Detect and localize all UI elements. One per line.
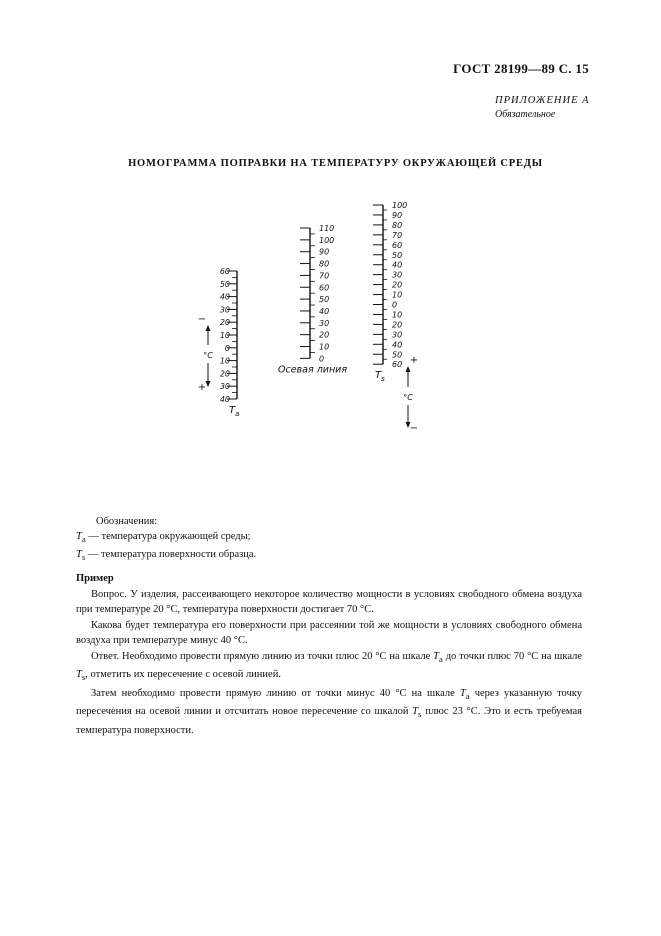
page-title: НОМОГРАММА ПОПРАВКИ НА ТЕМПЕРАТУРУ ОКРУЖАЮЩЕЙ СРЕДЫ bbox=[128, 158, 543, 169]
axis-tick-label: 70 bbox=[319, 271, 330, 281]
Ts-tick-label: 20 bbox=[392, 320, 403, 330]
axis-label: Осевая линия bbox=[278, 364, 348, 376]
Ta-scale-label: $T_a$ bbox=[229, 405, 240, 418]
document-header: ГОСТ 28199—89 С. 15 bbox=[453, 61, 589, 76]
scale-ts bbox=[373, 201, 418, 434]
Ta-arrowhead-down bbox=[206, 381, 211, 387]
axis-tick-label: 30 bbox=[319, 318, 330, 328]
appendix-label: ПРИЛОЖЕНИЕ А bbox=[495, 95, 590, 106]
legend-heading: Обозначения: bbox=[96, 516, 158, 527]
Ts-tick-label: 0 bbox=[392, 300, 398, 310]
Ts-arrowhead-up bbox=[406, 366, 411, 372]
legend-item-ts: $T_s$ — температура поверхности образца. bbox=[76, 549, 257, 563]
axis-tick-label: 0 bbox=[319, 354, 325, 364]
scale-ta bbox=[198, 267, 240, 418]
Ts-tick-label: 60 bbox=[392, 360, 403, 370]
Ta-tick-label: 40 bbox=[219, 292, 230, 302]
example-question-cont: Какова будет температура его поверхности при рассеянии той же мощности в условиях свободного обмена воздуха при температуре минус 40 °С. bbox=[76, 619, 582, 646]
Ts-sign-bottom: − bbox=[409, 423, 419, 434]
Ts-tick-label: 50 bbox=[392, 350, 403, 360]
axis-tick-label: 50 bbox=[319, 295, 330, 305]
axis-tick-label: 60 bbox=[319, 283, 330, 293]
Ts-tick-label: 100 bbox=[392, 201, 408, 210]
Ts-tick-label: 90 bbox=[392, 210, 403, 220]
example-answer: Ответ. Необходимо провести прямую линию из точки плюс 20 °С на шкале $T_a$ до точки плюс 70 °С на шкале $T_s$, отметить их пересечение с осевой линией. bbox=[76, 650, 582, 683]
Ts-sign-top: + bbox=[409, 355, 419, 366]
Ta-unit: °C bbox=[203, 351, 213, 360]
Ts-tick-label: 30 bbox=[392, 330, 403, 340]
axis-tick-label: 100 bbox=[319, 235, 335, 245]
legend bbox=[76, 514, 256, 565]
axis-tick-label: 90 bbox=[319, 247, 330, 257]
Ts-tick-label: 20 bbox=[392, 280, 403, 290]
Ta-arrowhead-up bbox=[206, 325, 211, 331]
example-question: Вопрос. У изделия, рассеивающего некоторое количество мощности в условиях свободного обмена воздуха при температуре 20 °С, температура поверхности достигает 70 °С. bbox=[76, 588, 582, 615]
axis-tick-label: 20 bbox=[319, 330, 330, 340]
Ts-tick-label: 40 bbox=[392, 260, 403, 270]
Ta-sign-top: − bbox=[197, 314, 207, 325]
example-heading: Пример bbox=[76, 573, 114, 584]
Ta-tick-label: 40 bbox=[219, 395, 230, 404]
Ta-tick-label: 10 bbox=[219, 356, 230, 366]
Ta-tick-label: 0 bbox=[224, 343, 230, 353]
axis-tick-label: 10 bbox=[319, 342, 330, 352]
Ts-scale-label: $T_s$ bbox=[375, 370, 385, 384]
Ta-tick-label: 50 bbox=[219, 279, 230, 289]
example-section bbox=[76, 571, 582, 738]
Ta-tick-label: 30 bbox=[219, 305, 230, 315]
Ts-tick-label: 80 bbox=[392, 220, 403, 230]
Ta-tick-label: 20 bbox=[219, 318, 230, 328]
Ta-tick-label: 10 bbox=[219, 331, 230, 340]
Ts-unit: °C bbox=[403, 393, 413, 402]
axis-tick-label: 40 bbox=[319, 306, 330, 316]
axis-tick-label: 80 bbox=[319, 259, 330, 269]
Ts-tick-label: 40 bbox=[392, 340, 403, 350]
Ts-tick-label: 70 bbox=[392, 230, 403, 240]
Ta-tick-label: 30 bbox=[219, 382, 230, 392]
Ta-tick-label: 60 bbox=[219, 267, 230, 276]
scale-axis bbox=[278, 224, 347, 375]
Ts-tick-label: 10 bbox=[392, 290, 403, 300]
Ts-tick-label: 50 bbox=[392, 250, 403, 260]
Ts-tick-label: 10 bbox=[392, 310, 403, 320]
Ts-tick-label: 30 bbox=[392, 270, 403, 280]
legend-item-ta: $T_a$ — температура окружающей среды; bbox=[76, 531, 251, 545]
example-answer-cont: Затем необходимо провести прямую линию от точки минус 40 °С на шкале $T_a$ через указанную точку пересечения на осевой линии и отсчитать новое пересечение со шкалой $T_s$ плюс 23 °С. Это и есть требуемая температура поверхности. bbox=[76, 687, 582, 736]
Ta-tick-label: 20 bbox=[219, 369, 230, 379]
axis-tick-label: 110 bbox=[319, 224, 335, 233]
nomogram bbox=[0, 190, 661, 510]
Ta-sign-bottom: + bbox=[197, 382, 207, 393]
appendix-status: Обязательное bbox=[495, 109, 556, 120]
Ts-tick-label: 60 bbox=[392, 240, 403, 250]
